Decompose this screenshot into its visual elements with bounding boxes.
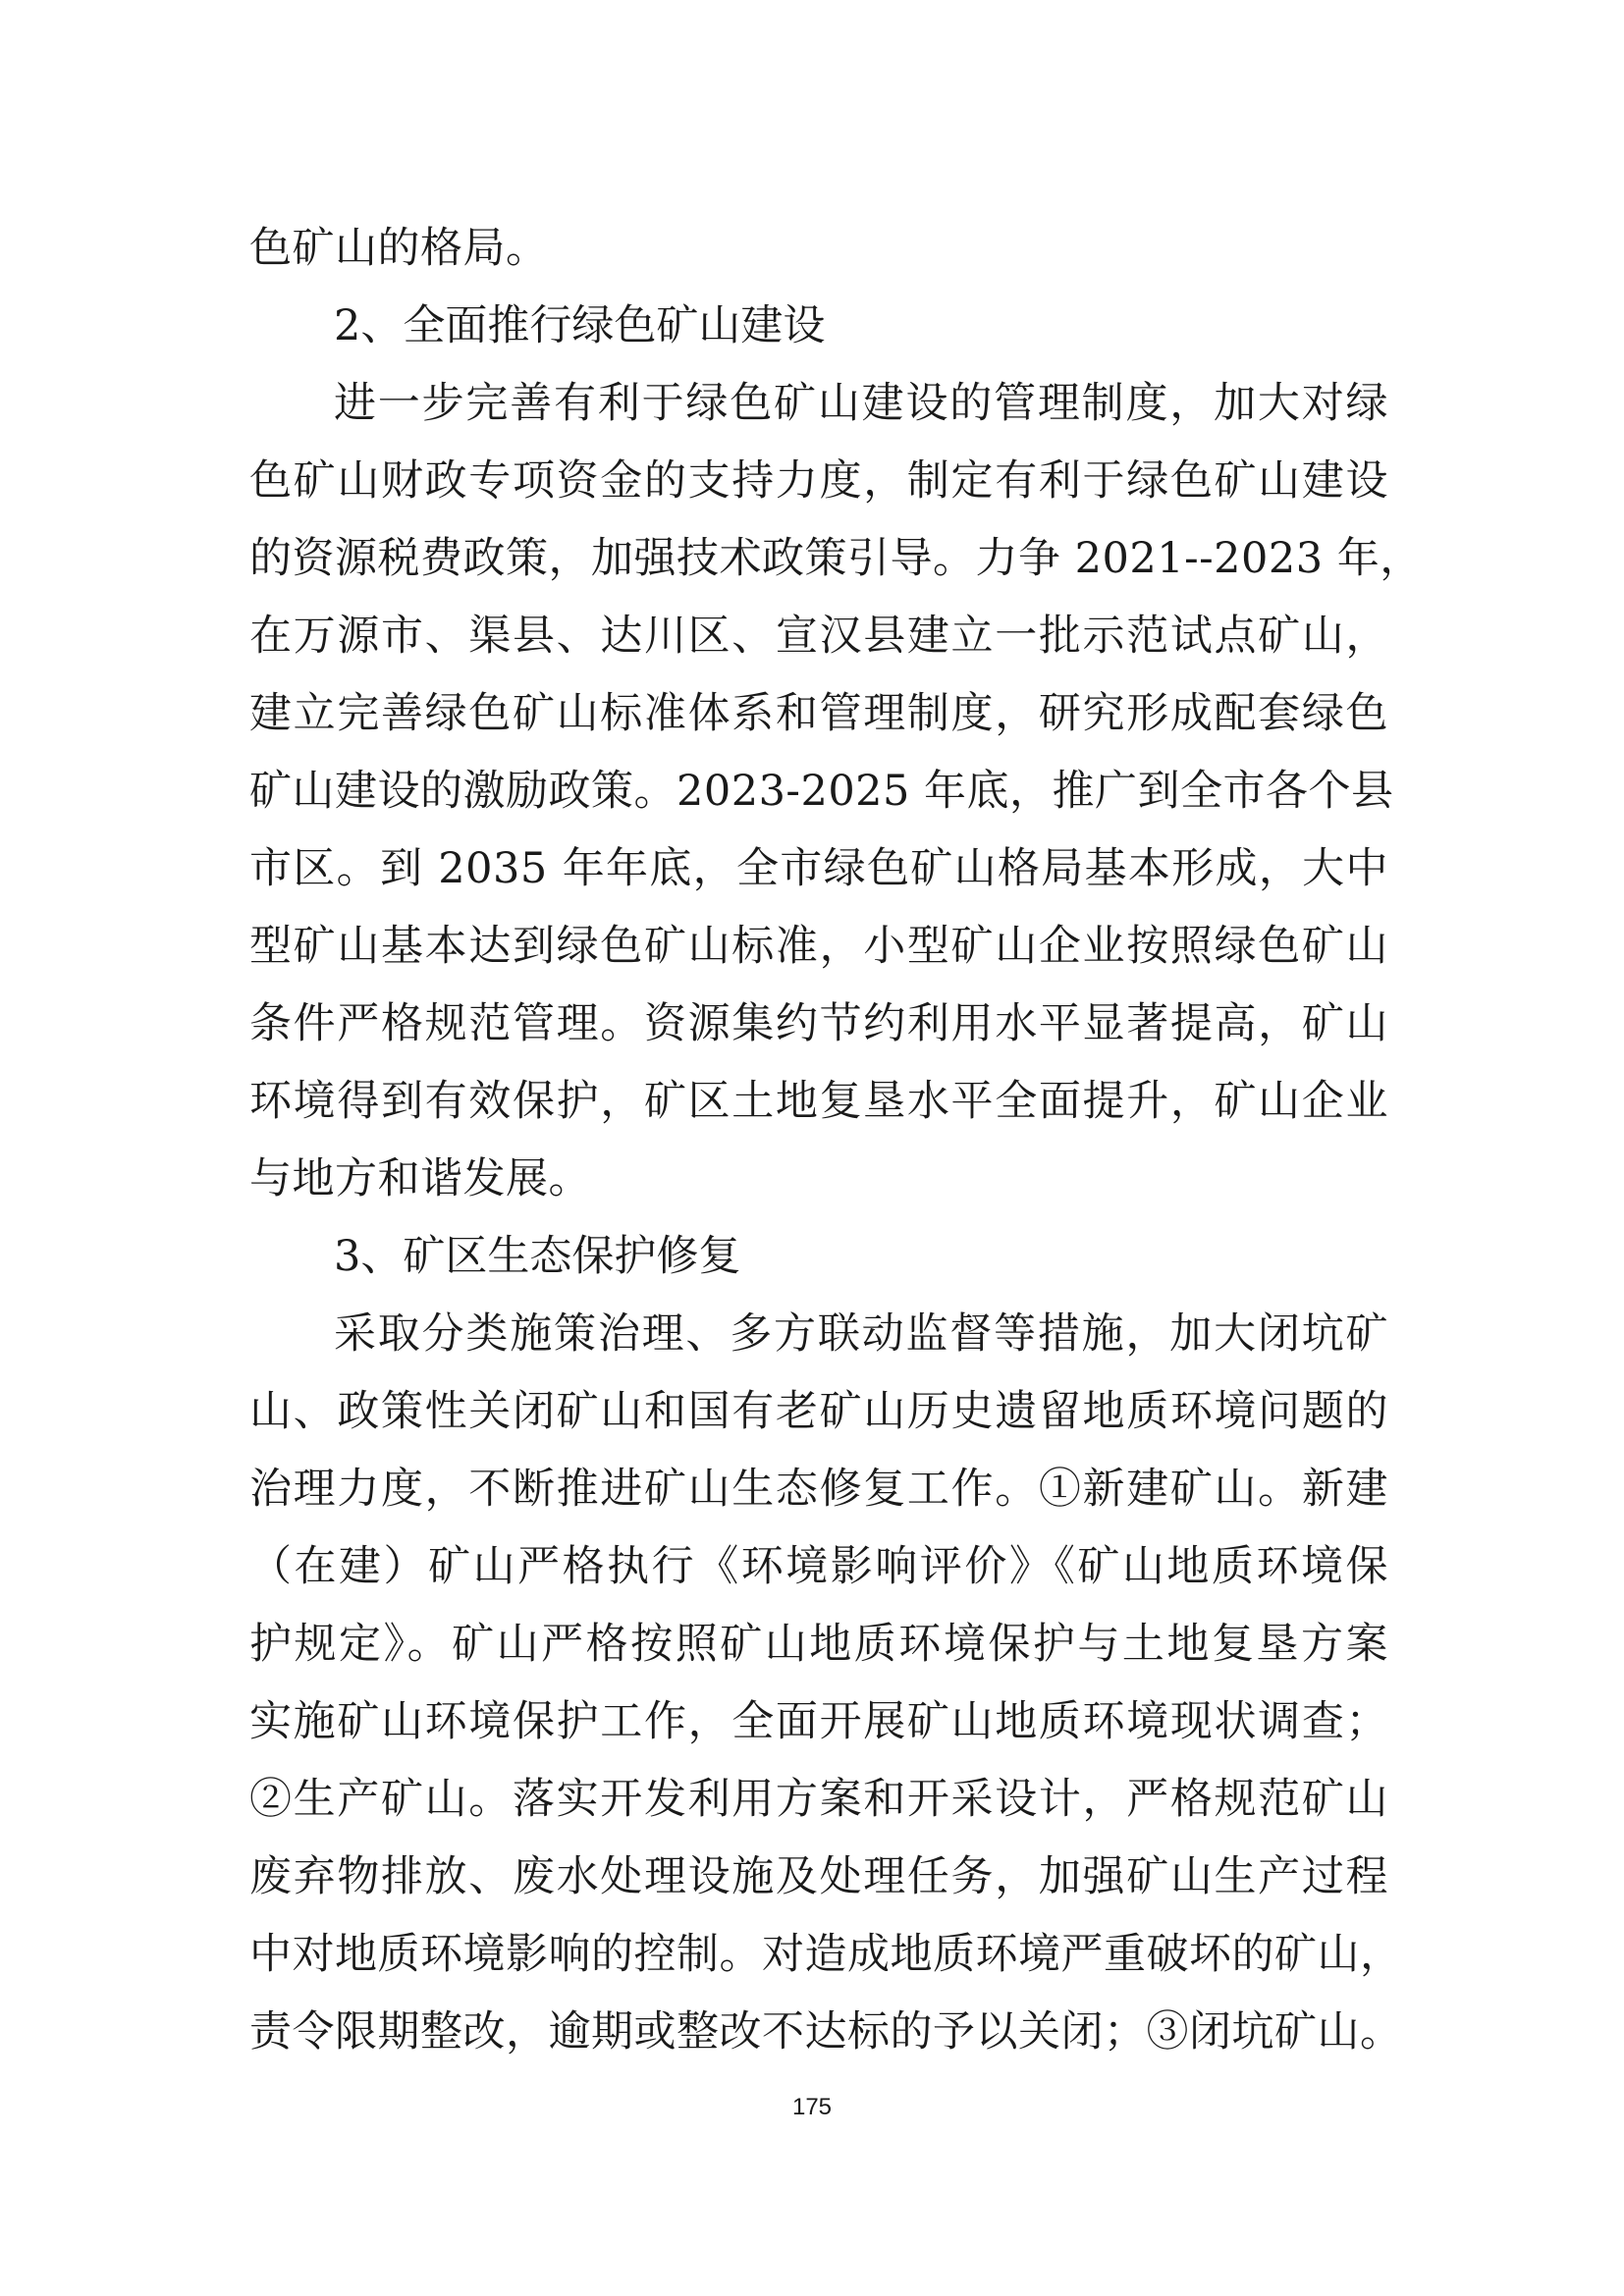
paragraph-line: 色矿山的格局。 (249, 224, 549, 273)
paragraph-line: 废弃物排放、废水处理设施及处理任务，加强矿山生产过程 (249, 1852, 1388, 1901)
paragraph-line: 治理力度，不断推进矿山生态修复工作。①新建矿山。新建 (249, 1465, 1388, 1514)
paragraph-line: 责令限期整改，逾期或整改不达标的予以关闭；③闭坑矿山。 (249, 2007, 1403, 2056)
body-text (249, 210, 1423, 2071)
paragraph-line: 建立完善绿色矿山标准体系和管理制度，研究形成配套绿色 (249, 689, 1388, 738)
paragraph-line: 中对地质环境影响的控制。对造成地质环境严重破坏的矿山， (249, 1930, 1403, 1979)
paragraph-line: 进一步完善有利于绿色矿山建设的管理制度，加大对绿 (334, 379, 1388, 428)
paragraph-line: 条件严格规范管理。资源集约节约利用水平显著提高，矿山 (249, 999, 1388, 1048)
paragraph-line: 护规定》。矿山严格按照矿山地质环境保护与土地复垦方案 (249, 1620, 1388, 1669)
paragraph-line: 环境得到有效保护，矿区土地复垦水平全面提升，矿山企业 (249, 1077, 1388, 1126)
paragraph-line: 市区。到 2035 年年底，全市绿色矿山格局基本形成，大中 (249, 844, 1388, 893)
paragraph-line: 实施矿山环境保护工作，全面开展矿山地质环境现状调查； (249, 1697, 1388, 1746)
paragraph-line: ②生产矿山。落实开发利用方案和开采设计，严格规范矿山 (249, 1775, 1388, 1824)
paragraph-line: 的资源税费政策，加强技术政策引导。力争 2021--2023 年， (249, 534, 1423, 583)
paragraph-line: 在万源市、渠县、达川区、宣汉县建立一批示范试点矿山， (249, 612, 1388, 661)
paragraph-line: （在建）矿山严格执行《环境影响评价》《矿山地质环境保 (249, 1542, 1388, 1591)
paragraph-line: 色矿山财政专项资金的支持力度，制定有利于绿色矿山建设 (249, 456, 1388, 506)
paragraph-line: 矿山建设的激励政策。2023-2025 年底，推广到全市各个县 (249, 767, 1394, 816)
paragraph-line: 与地方和谐发展。 (249, 1154, 591, 1203)
section-heading: 2、全面推行绿色矿山建设 (334, 301, 826, 350)
paragraph-line: 采取分类施策治理、多方联动监督等措施，加大闭坑矿 (334, 1309, 1388, 1359)
section-heading: 3、矿区生态保护修复 (334, 1232, 741, 1281)
paragraph-line: 型矿山基本达到绿色矿山标准，小型矿山企业按照绿色矿山 (249, 922, 1388, 971)
page-number: 175 (791, 2094, 833, 2120)
paragraph-line: 山、政策性关闭矿山和国有老矿山历史遗留地质环境问题的 (249, 1387, 1388, 1436)
